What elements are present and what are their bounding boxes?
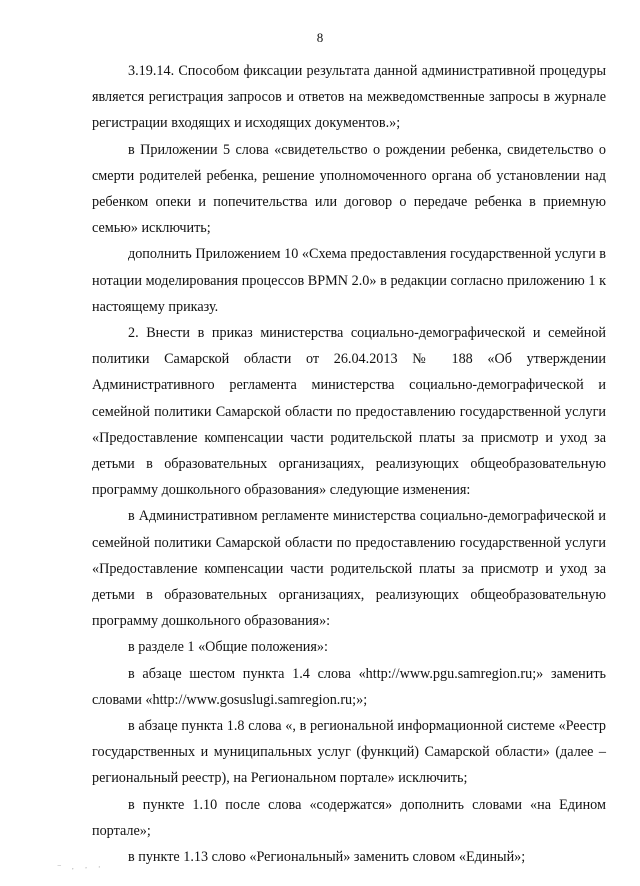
scan-artifact: ‾ · · · [57,861,106,875]
paragraph-item-1-13: в пункте 1.13 слово «Региональный» заменить словом «Единый»; [128,849,526,866]
paragraph-item-2: 2. Внести в приказ министерства социально-демографической и семейной политики Самарской области от 26.04.2013 № 188 «Об утверждении Административного регламента министерства социально-демографической и семейной политики Самарской области по предоставлению государственной услуги «Предоставление компенсации части родительской платы за присмотр и уход за детьми в образовательных организациях, реализующих общеобразовательную программу дошкольного образования» следующие изменения: [92,325,606,499]
paragraph-section-1: в разделе 1 «Общие положения»: [128,639,328,656]
page-number: 8 [316,30,324,45]
paragraph-regulation: в Административном регламенте министерства социально-демографической и семейной политики Самарской области по предоставлению государственной услуги «Предоставление компенсации части родительской платы за присмотр и уход за детьми в образовательных организациях, реализующих общеобразовательную программу дошкольного образования»: [92,508,606,630]
paragraph-item-1-8: в абзаце пункта 1.8 слова «, в региональной информационной системе «Реестр государственных и муниципальных услуг (функций) Самарской области» (далее – региональный реестр), на Региональном портале» исключить; [92,718,606,787]
paragraph-item-1-10: в пункте 1.10 после слова «содержатся» дополнить словами «на Едином портале»; [92,796,606,839]
document-body [92,58,606,870]
paragraph-appendix-5: в Приложении 5 слова «свидетельство о рождении ребенка, свидетельство о смерти родителей ребенка, решение уполномоченного органа об установлении над ребенком опеки и попечительства или договор о передаче ребенка в приемную семью» исключить; [92,141,606,237]
paragraph-item-1-4: в абзаце шестом пункта 1.4 слова «http://www.pgu.samregion.ru;» заменить словами «http://www.gosuslugi.samregion.ru;»; [92,665,606,708]
paragraph-3-19-14: 3.19.14. Способом фиксации результата данной административной процедуры является регистрация запросов и ответов на межведомственные запросы в журнале регистрации входящих и исходящих документов.»; [92,63,606,132]
paragraph-appendix-10: дополнить Приложением 10 «Схема предоставления государственной услуги в нотации моделирования процессов BPMN 2.0» в редакции согласно приложению 1 к настоящему приказу. [92,246,606,315]
